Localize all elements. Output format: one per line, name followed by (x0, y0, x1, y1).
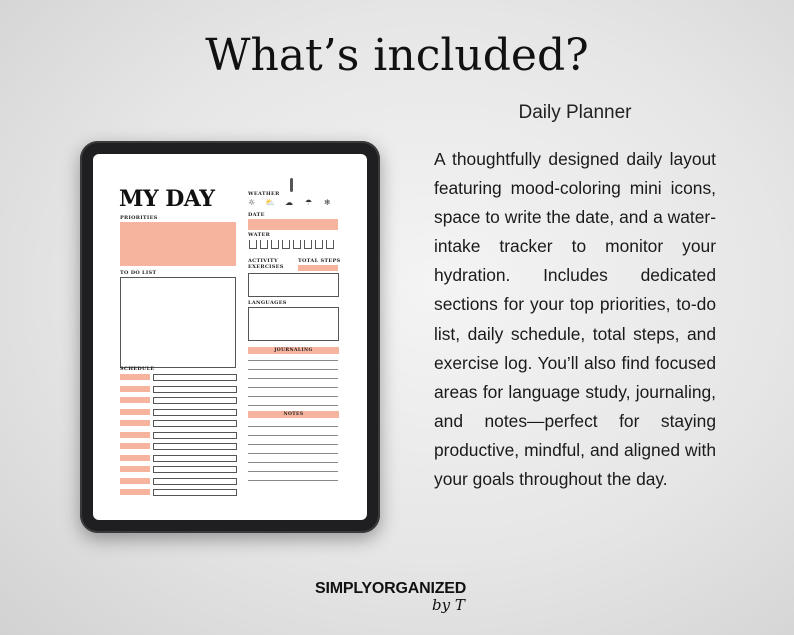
schedule-time-slot (120, 409, 150, 415)
planner-page (93, 154, 367, 520)
schedule-entry (153, 443, 237, 450)
schedule-label: SCHEDULE (120, 366, 155, 372)
total-steps-box (298, 265, 338, 271)
journal-line (248, 360, 338, 361)
journal-line (248, 378, 338, 379)
schedule-time-slot (120, 466, 150, 472)
date-box (248, 219, 338, 230)
section-subheading: Daily Planner (518, 102, 632, 123)
page-heading: What’s included? (205, 30, 589, 81)
priorities-box (120, 222, 236, 266)
schedule-time-slot (120, 397, 150, 403)
water-cup (304, 240, 312, 249)
journal-line (248, 396, 338, 397)
schedule-entry (153, 374, 237, 381)
schedule-entry (153, 478, 237, 485)
notes-line (248, 453, 338, 454)
schedule-entry (153, 432, 237, 439)
planner-title: MY DAY (119, 186, 215, 212)
schedule-time-slot (120, 478, 150, 484)
journal-line (248, 387, 338, 388)
schedule-entry (153, 455, 237, 462)
journaling-header: JOURNALING (248, 347, 339, 354)
schedule-time-slot (120, 432, 150, 438)
tablet-side-button (290, 178, 293, 192)
water-cup (260, 240, 268, 249)
brand-name: SIMPLYORGANIZED (315, 580, 467, 597)
languages-label: LANGUAGES (248, 300, 287, 306)
water-label: WATER (248, 232, 271, 238)
tablet-mockup (80, 141, 380, 533)
schedule-entry (153, 409, 237, 416)
notes-header: NOTES (248, 411, 339, 418)
date-label: DATE (248, 212, 265, 218)
total-steps-label: TOTAL STEPS (298, 258, 341, 264)
exercises-box (248, 273, 339, 297)
schedule-entry (153, 489, 237, 496)
schedule-time-slot (120, 386, 150, 392)
brand-signature: by T (432, 596, 465, 614)
water-cup (326, 240, 334, 249)
notes-line (248, 444, 338, 445)
schedule-entry (153, 397, 237, 404)
schedule-entry (153, 420, 237, 427)
priorities-label: PRIORITIES (120, 215, 158, 221)
todo-label: TO DO LIST (120, 270, 157, 276)
notes-line (248, 435, 338, 436)
todo-box (120, 277, 236, 368)
notes-line (248, 480, 338, 481)
notes-line (248, 426, 338, 427)
schedule-time-slot (120, 443, 150, 449)
schedule-time-slot (120, 420, 150, 426)
snow-icon: ❄ (324, 198, 331, 207)
journal-line (248, 369, 338, 370)
notes-line (248, 462, 338, 463)
water-cup (315, 240, 323, 249)
water-cup (271, 240, 279, 249)
description-paragraph: A thoughtfully designed daily layout featuring mood-coloring mini icons, space to write the date, and a water-intake tracker to monitor your hydration. Includes dedicated sections for your top priorities, to-do list, daily schedule, total steps, and exercise log. You’ll also find focused areas for language study, journaling, and notes—perfect for staying productive, mindful, and aligned with your goals throughout the day. (434, 149, 716, 490)
notes-line (248, 471, 338, 472)
schedule-time-slot (120, 489, 150, 495)
partly-cloudy-icon: ⛅ (265, 198, 275, 207)
schedule-time-slot (120, 374, 150, 380)
weather-label: WEATHER (248, 191, 280, 197)
schedule-time-slot (120, 455, 150, 461)
exercises-label: EXERCISES (248, 264, 284, 270)
schedule-entry (153, 466, 237, 473)
rain-icon: ☂ (305, 198, 313, 207)
water-cup (249, 240, 257, 249)
journal-line (248, 405, 338, 406)
activity-label: ACTIVITY (248, 258, 278, 264)
languages-box (248, 307, 339, 341)
cloud-icon: ☁ (285, 198, 293, 207)
water-cup (282, 240, 290, 249)
sun-icon: ☼ (248, 198, 256, 207)
water-cup (293, 240, 301, 249)
schedule-entry (153, 386, 237, 393)
